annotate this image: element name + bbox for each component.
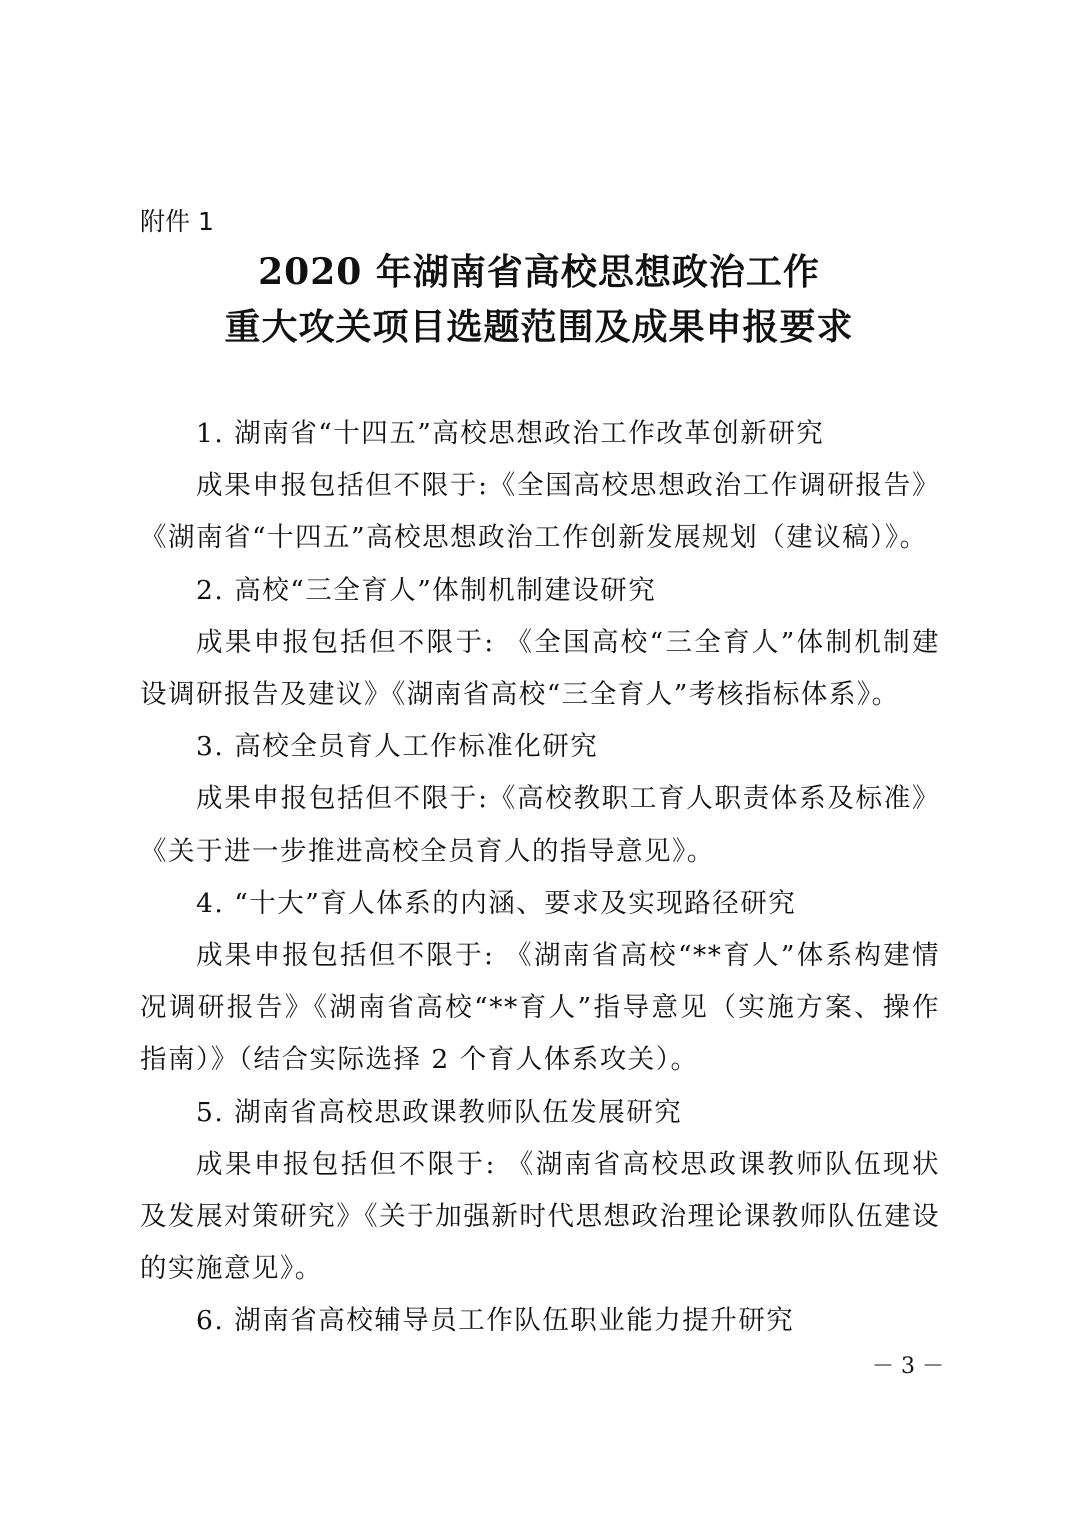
topic-outcomes-5: 成果申报包括但不限于: 《湖南省高校思政课教师队伍现状及发展对策研究》《关于加强新时代思想政治理论课教师队伍建设的实施意见》。 bbox=[140, 1148, 940, 1285]
topic-heading-2: 2. 高校“三全育人”体制机制建设研究 bbox=[196, 574, 657, 606]
page-number: － 3 － bbox=[872, 1354, 944, 1379]
topic-heading-6: 6. 湖南省高校辅导员工作队伍职业能力提升研究 bbox=[196, 1305, 795, 1337]
topic-heading-4: 4. “十大”育人体系的内涵、要求及实现路径研究 bbox=[196, 887, 797, 919]
topic-heading-1: 1. 湖南省“十四五”高校思想政治工作改革创新研究 bbox=[196, 418, 825, 449]
topic-outcomes-4: 成果申报包括但不限于: 《湖南省高校“**育人”体系构建情况调研报告》《湖南省高校“**育人”指导意见（实施方案、操作指南）》（结合实际选择 2 个育人体系攻关）。 bbox=[140, 940, 940, 1076]
topic-outcomes-2: 成果申报包括但不限于: 《全国高校“三全育人”体制机制建设调研报告及建议》《湖南省高校“三全育人”考核指标体系》。 bbox=[140, 626, 940, 711]
topic-outcomes-3: 成果申报包括但不限于:《高校教职工育人职责体系及标准》《关于进一步推进高校全员育人的指导意见》。 bbox=[140, 783, 940, 867]
topic-heading-3: 3. 高校全员育人工作标准化研究 bbox=[196, 731, 599, 763]
topic-outcomes-1: 成果申报包括但不限于:《全国高校思想政治工作调研报告》《湖南省“十四五”高校思想政治工作创新发展规划（建议稿）》。 bbox=[140, 470, 940, 554]
attachment-label: 附件 1 bbox=[140, 207, 214, 236]
document-title-line-1: 2020 年湖南省高校思想政治工作 bbox=[258, 251, 820, 293]
document-body bbox=[140, 408, 940, 1348]
topic-heading-5: 5. 湖南省高校思政课教师队伍发展研究 bbox=[196, 1096, 683, 1128]
document-title-line-2: 重大攻关项目选题范围及成果申报要求 bbox=[224, 306, 854, 348]
